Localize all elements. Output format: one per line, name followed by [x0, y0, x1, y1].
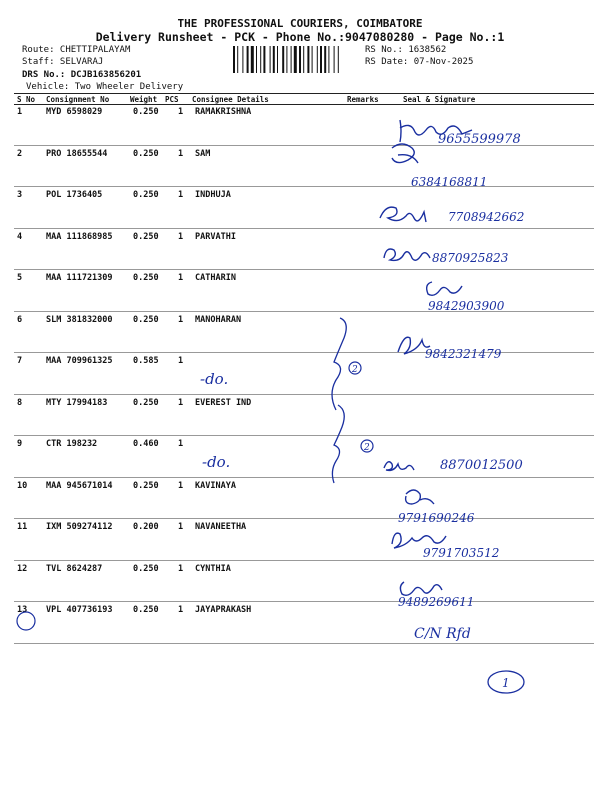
route-label: Route: CHETTIPALAYAM	[22, 45, 131, 55]
vehicle-label: Vehicle: Two Wheeler Delivery	[26, 82, 184, 92]
cell-pcs: 1	[178, 439, 184, 449]
cell-weight: 0.250	[133, 273, 159, 283]
cell-weight: 0.250	[133, 231, 159, 242]
cell-consignee: NAVANEETHA	[195, 522, 247, 532]
barcode-image	[233, 46, 360, 73]
cell-weight: 0.585	[133, 356, 159, 366]
cell-sno: 2	[17, 148, 23, 159]
cell-pcs: 1	[178, 397, 184, 408]
cell-weight: 0.250	[133, 397, 159, 408]
runsheet-title: Delivery Runsheet - PCK - Phone No.:9047080280 - Page No.:1	[95, 30, 505, 44]
cell-weight: 0.250	[133, 605, 159, 615]
cell-consignment: TVL 8624287	[46, 563, 103, 574]
cell-sno: 11	[17, 522, 28, 532]
cell-weight: 0.250	[133, 314, 159, 325]
cell-consignment: IXM 509274112	[46, 522, 113, 532]
cell-consignee: RAMAKRISHNA	[195, 107, 252, 117]
cell-pcs: 1	[178, 273, 184, 283]
cell-pcs: 1	[178, 356, 184, 366]
rs-number: RS No.: 1638562	[365, 45, 447, 55]
signature-row-10	[398, 490, 475, 525]
cell-consignment: MAA 945671014	[46, 480, 113, 491]
cell-consignment: MTY 17994183	[46, 397, 108, 408]
header-bottom-rule	[14, 104, 594, 105]
rs-date: RS Date: 07-Nov-2025	[365, 57, 474, 67]
cell-consignment: POL 1736405	[46, 190, 103, 200]
row-rule	[14, 477, 594, 478]
cell-consignment: PRO 18655544	[46, 148, 108, 159]
row-rule	[14, 311, 594, 312]
row-rule	[14, 518, 594, 519]
cell-weight: 0.250	[133, 190, 159, 200]
cell-pcs: 1	[178, 314, 184, 325]
cell-weight: 0.250	[133, 148, 159, 159]
drs-number: DRS No.: DCJB163856201	[22, 70, 142, 80]
remark-row-13: C/N Rfd	[414, 626, 471, 642]
cell-sno: 6	[17, 314, 23, 325]
signature-phone-2: 6384168811	[411, 175, 488, 189]
col-signature: Seal & Signature	[403, 95, 476, 104]
bracket-rows-6-7	[332, 318, 346, 410]
staff-label: Staff: SELVARAJ	[22, 57, 104, 67]
remark-count-rows-8-9: 2	[364, 443, 370, 453]
cell-sno: 10	[17, 480, 28, 491]
cell-pcs: 1	[178, 231, 184, 242]
cell-consignment: MAA 709961325	[46, 356, 113, 366]
signature-row-12	[398, 582, 474, 609]
cell-consignment: CTR 198232	[46, 439, 98, 449]
signature-phone-10: 9791690246	[398, 511, 475, 525]
col-weight: Weight	[130, 95, 158, 104]
cell-pcs: 1	[178, 190, 184, 200]
row-rule	[14, 560, 594, 561]
cell-consignee: CATHARIN	[195, 273, 236, 283]
remark-circle-rows-6-7	[349, 362, 361, 374]
cell-sno: 13	[17, 605, 28, 615]
signature-row-4	[384, 249, 509, 265]
cell-consignment: MAA 111868985	[46, 231, 113, 242]
cell-sno: 1	[17, 107, 23, 117]
col-remarks: Remarks	[347, 95, 379, 104]
signature-row-5	[427, 282, 505, 313]
row-rule	[14, 145, 594, 146]
row-rule	[14, 352, 594, 353]
signature-row-1	[400, 120, 521, 147]
signature-phone-12: 9489269611	[398, 595, 475, 609]
signature-row-3	[380, 207, 524, 224]
cell-sno: 12	[17, 563, 28, 574]
cell-consignee: JAYAPRAKASH	[195, 605, 252, 615]
col-sno: S No	[17, 95, 36, 104]
signature-phone-5: 9842903900	[428, 299, 505, 313]
row-rule	[14, 435, 594, 436]
cell-weight: 0.200	[133, 522, 159, 532]
cell-weight: 0.250	[133, 107, 159, 117]
cell-pcs: 1	[178, 480, 184, 491]
row-rule	[14, 394, 594, 395]
cell-consignment: MAA 111721309	[46, 273, 113, 283]
ditto-row-7: -do.	[200, 370, 229, 388]
company-name: THE PROFESSIONAL COURIERS, COIMBATORE	[177, 17, 423, 30]
remark-count-rows-6-7: 2	[352, 365, 358, 375]
row-rule	[14, 228, 594, 229]
row-rule	[14, 601, 594, 602]
remark-circle-rows-8-9	[361, 440, 373, 452]
signature-phone-4: 8870925823	[432, 251, 509, 265]
cell-consignee: EVEREST IND	[195, 397, 252, 408]
cell-weight: 0.250	[133, 563, 159, 574]
cell-consignment: SLM 381832000	[46, 314, 113, 325]
page-number-circle	[488, 671, 524, 693]
cell-pcs: 1	[178, 107, 184, 117]
signature-row-2	[392, 144, 487, 189]
col-consignment: Consignment No	[46, 95, 110, 104]
signature-phone-3: 7708942662	[448, 210, 525, 224]
page-number-handwritten: 1	[502, 676, 510, 690]
cell-pcs: 1	[178, 605, 184, 615]
cell-weight: 0.250	[133, 480, 159, 491]
signature-phone-9: 8870012500	[440, 458, 523, 473]
signature-row-9	[384, 458, 523, 473]
cell-pcs: 1	[178, 563, 184, 574]
cell-consignee: SAM	[195, 148, 211, 159]
row-rule	[14, 643, 594, 644]
cell-consignee: PARVATHI	[195, 231, 236, 242]
cell-sno: 9	[17, 439, 23, 449]
signature-phone-11: 9791703512	[423, 546, 500, 560]
signature-row-11	[392, 533, 499, 560]
signature-phone-6: 9842321479	[425, 347, 502, 361]
signature-phone-1: 9655599978	[438, 132, 521, 147]
cell-consignment: MYD 6598029	[46, 107, 103, 117]
cell-consignee: MANOHARAN	[195, 314, 242, 325]
signature-row-6	[398, 337, 502, 361]
cell-sno: 4	[17, 231, 23, 242]
col-pcs: PCS	[165, 95, 179, 104]
cell-sno: 3	[17, 190, 23, 200]
col-consignee: Consignee Details	[192, 95, 269, 104]
cell-sno: 5	[17, 273, 23, 283]
cell-consignment: VPL 407736193	[46, 605, 113, 615]
cell-weight: 0.460	[133, 439, 159, 449]
ditto-row-9: -do.	[202, 453, 231, 471]
bracket-rows-8-9	[332, 405, 344, 483]
cell-consignee: CYNTHIA	[195, 563, 231, 574]
cell-pcs: 1	[178, 148, 184, 159]
cell-pcs: 1	[178, 522, 184, 532]
cell-sno: 8	[17, 397, 23, 408]
cell-sno: 7	[17, 356, 23, 366]
table-top-rule	[14, 93, 594, 94]
cell-consignee: KAVINAYA	[195, 480, 236, 491]
row-rule	[14, 269, 594, 270]
cell-consignee: INDHUJA	[195, 190, 231, 200]
row-rule	[14, 186, 594, 187]
